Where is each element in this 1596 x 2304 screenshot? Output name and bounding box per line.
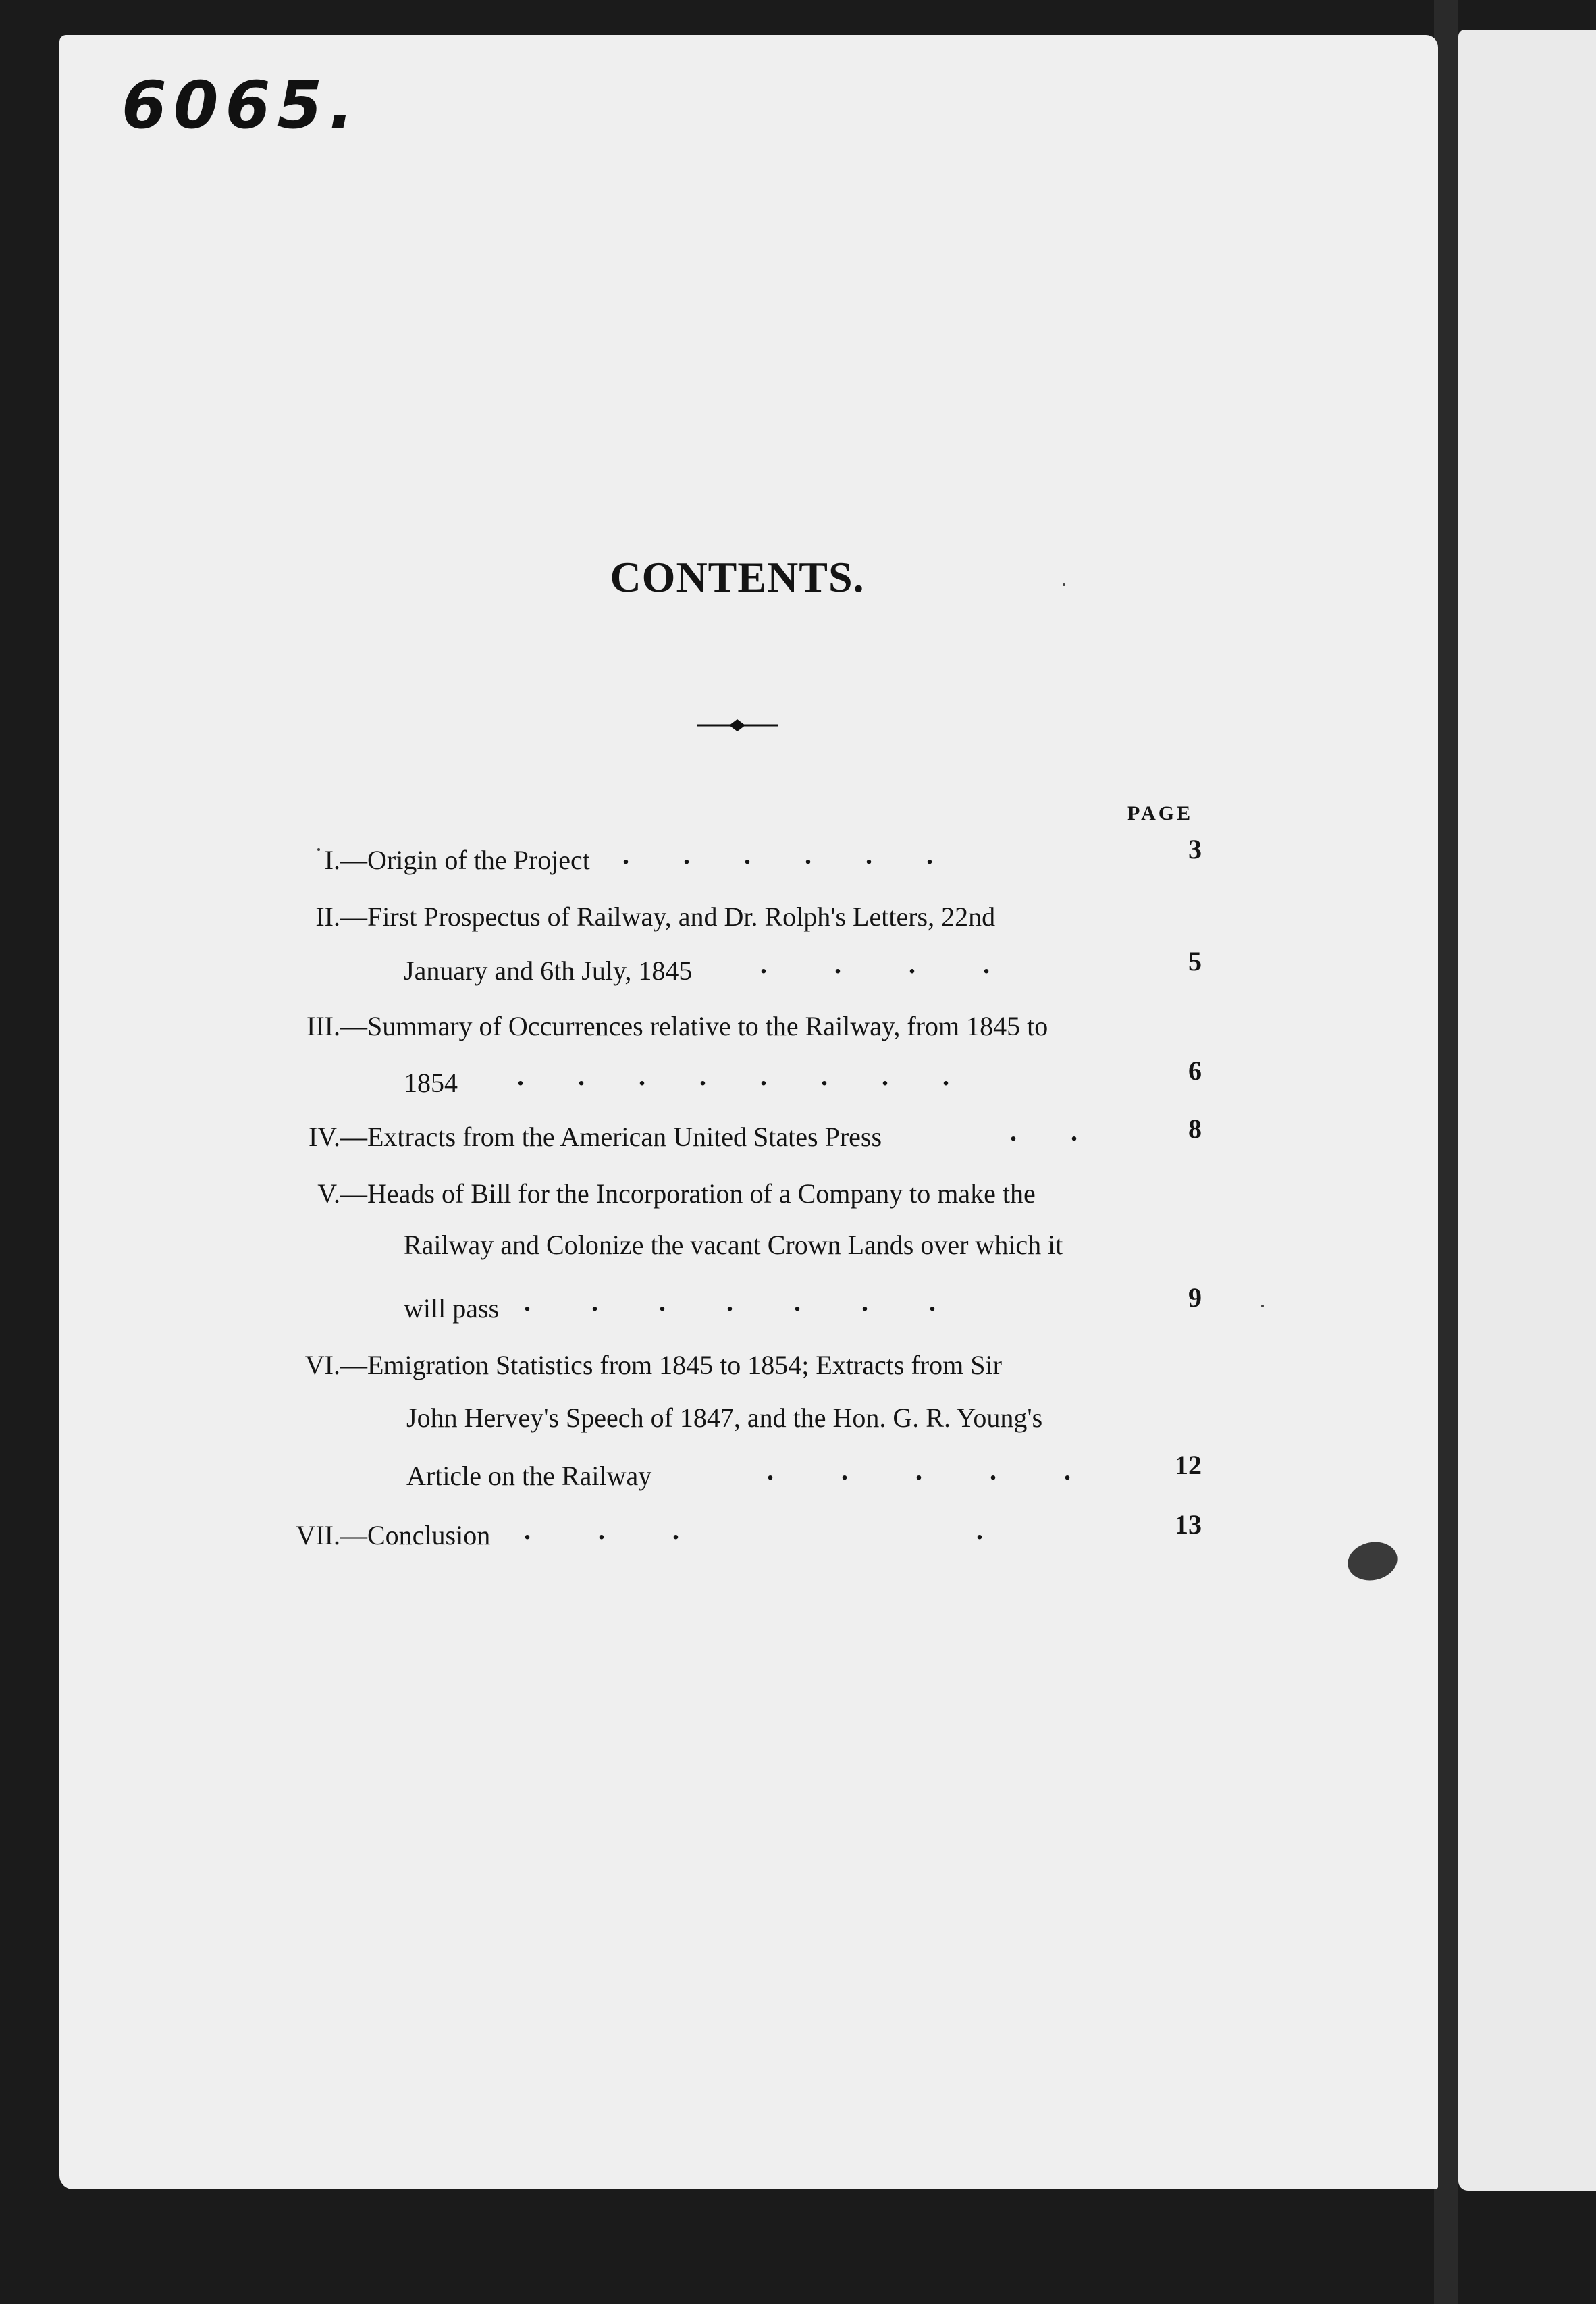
leader-dots: . . . . [760, 949, 990, 979]
toc-page-number: 3 [1188, 834, 1202, 864]
toc-entry-6-continuation: Article on the Railway [406, 1461, 652, 1491]
toc-title: Origin of the Project [367, 845, 590, 875]
toc-entry-2-continuation: January and 6th July, 1845 [404, 955, 693, 986]
toc-entry-6-continuation: John Hervey's Speech of 1847, and the Hon. G. R. Young's [406, 1403, 1043, 1433]
toc-numeral: VI.— [304, 1350, 367, 1380]
toc-entry-6 [278, 1349, 1002, 1381]
toc-title: First Prospectus of Railway, and Dr. Rolph's Letters, 22nd [367, 901, 996, 932]
paper-speck [1063, 583, 1065, 586]
toc-page-number: 6 [1188, 1055, 1202, 1086]
toc-entry-5-continuation: will pass [404, 1293, 500, 1324]
contents-page [59, 35, 1438, 2189]
leader-dots: . . . . . . . . [517, 1061, 949, 1091]
page-title: CONTENTS. [610, 553, 865, 601]
toc-title: Summary of Occurrences relative to the Railway, from 1845 to [367, 1011, 1048, 1041]
toc-numeral: III.— [307, 1011, 367, 1041]
toc-title: Extracts from the American United States Press [367, 1122, 882, 1152]
page-column-header: PAGE [1127, 802, 1194, 824]
toc-entry-3 [278, 1010, 1048, 1042]
leader-dots: . . . . . . . [524, 1286, 936, 1317]
toc-page-number: 5 [1188, 946, 1202, 976]
toc-title: Conclusion [367, 1520, 491, 1550]
toc-entry-2 [278, 901, 995, 933]
toc-entry-5-continuation: Railway and Colonize the vacant Crown Lands over which it [404, 1230, 1063, 1260]
leader-dots: . . . . . [767, 1455, 1071, 1486]
toc-numeral: VII.— [296, 1520, 367, 1550]
toc-entry-1 [278, 844, 590, 876]
ornament-divider [695, 717, 779, 733]
toc-page-number: 13 [1175, 1509, 1202, 1540]
toc-entry-5 [278, 1178, 1036, 1209]
toc-page-number: 8 [1188, 1114, 1202, 1144]
toc-page-number: 12 [1175, 1450, 1202, 1480]
leader-dots: . . . . [524, 1515, 983, 1545]
leader-dots: . . [1010, 1116, 1078, 1147]
toc-page-number: 9 [1188, 1282, 1202, 1313]
facing-page-edge [1458, 30, 1596, 2191]
toc-entry-3-continuation: 1854 [404, 1068, 458, 1098]
paper-speck [317, 848, 320, 851]
toc-title: Heads of Bill for the Incorporation of a Company to make the [367, 1178, 1036, 1209]
toc-numeral: V.— [317, 1178, 367, 1209]
toc-numeral: IV.— [308, 1122, 367, 1152]
handwritten-folio-number: 6065. [122, 68, 361, 143]
toc-title: Emigration Statistics from 1845 to 1854; Extracts from Sir [367, 1350, 1002, 1380]
toc-numeral: I.— [324, 845, 367, 875]
toc-entry-7 [278, 1519, 490, 1551]
leader-dots: . . . . . . [622, 839, 933, 870]
toc-numeral: II.— [315, 901, 367, 932]
paper-speck [1261, 1305, 1264, 1307]
toc-entry-4 [278, 1121, 882, 1153]
